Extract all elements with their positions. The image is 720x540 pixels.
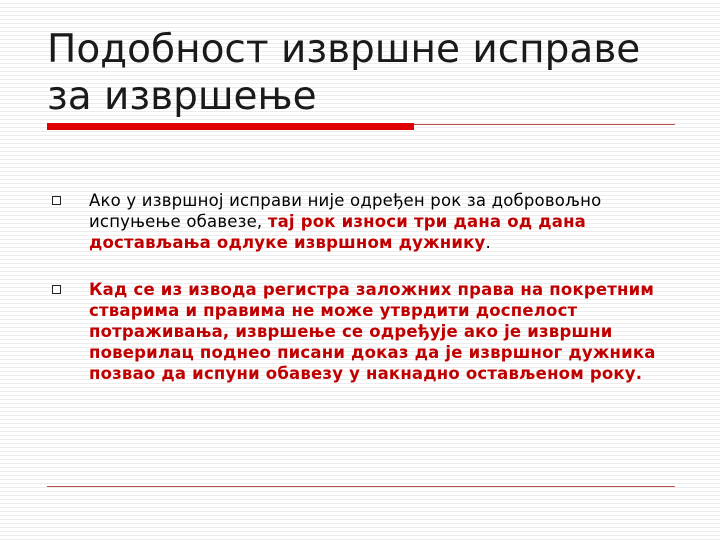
slide-title: Подобност извршне исправе за извршење — [47, 27, 641, 119]
square-bullet-icon — [52, 196, 61, 205]
list-item — [52, 190, 682, 253]
bullet-emphasis: тај рок износи три дана од дана достављања одлуке извршном дужнику — [89, 212, 587, 252]
title-accent-bar — [47, 123, 414, 130]
bullet-text: Ако у извршној исправи није одређен рок за добровољно испуњење обавезе, — [89, 191, 602, 231]
bullet-list — [52, 190, 682, 410]
bullet-text-end: . — [485, 233, 491, 252]
bullet-emphasis: Кад се из извода регистра заложних права на покретним стварима и правима не може утврдити доспелост потраживања, извршење се одређује ако је извршни поверилац поднео писани доказ да је извршног дужника позвао да испуни обавезу у накнадно остављеном року. — [89, 280, 656, 383]
footer-divider — [47, 486, 675, 487]
square-bullet-icon — [52, 285, 61, 294]
list-item — [52, 279, 682, 384]
